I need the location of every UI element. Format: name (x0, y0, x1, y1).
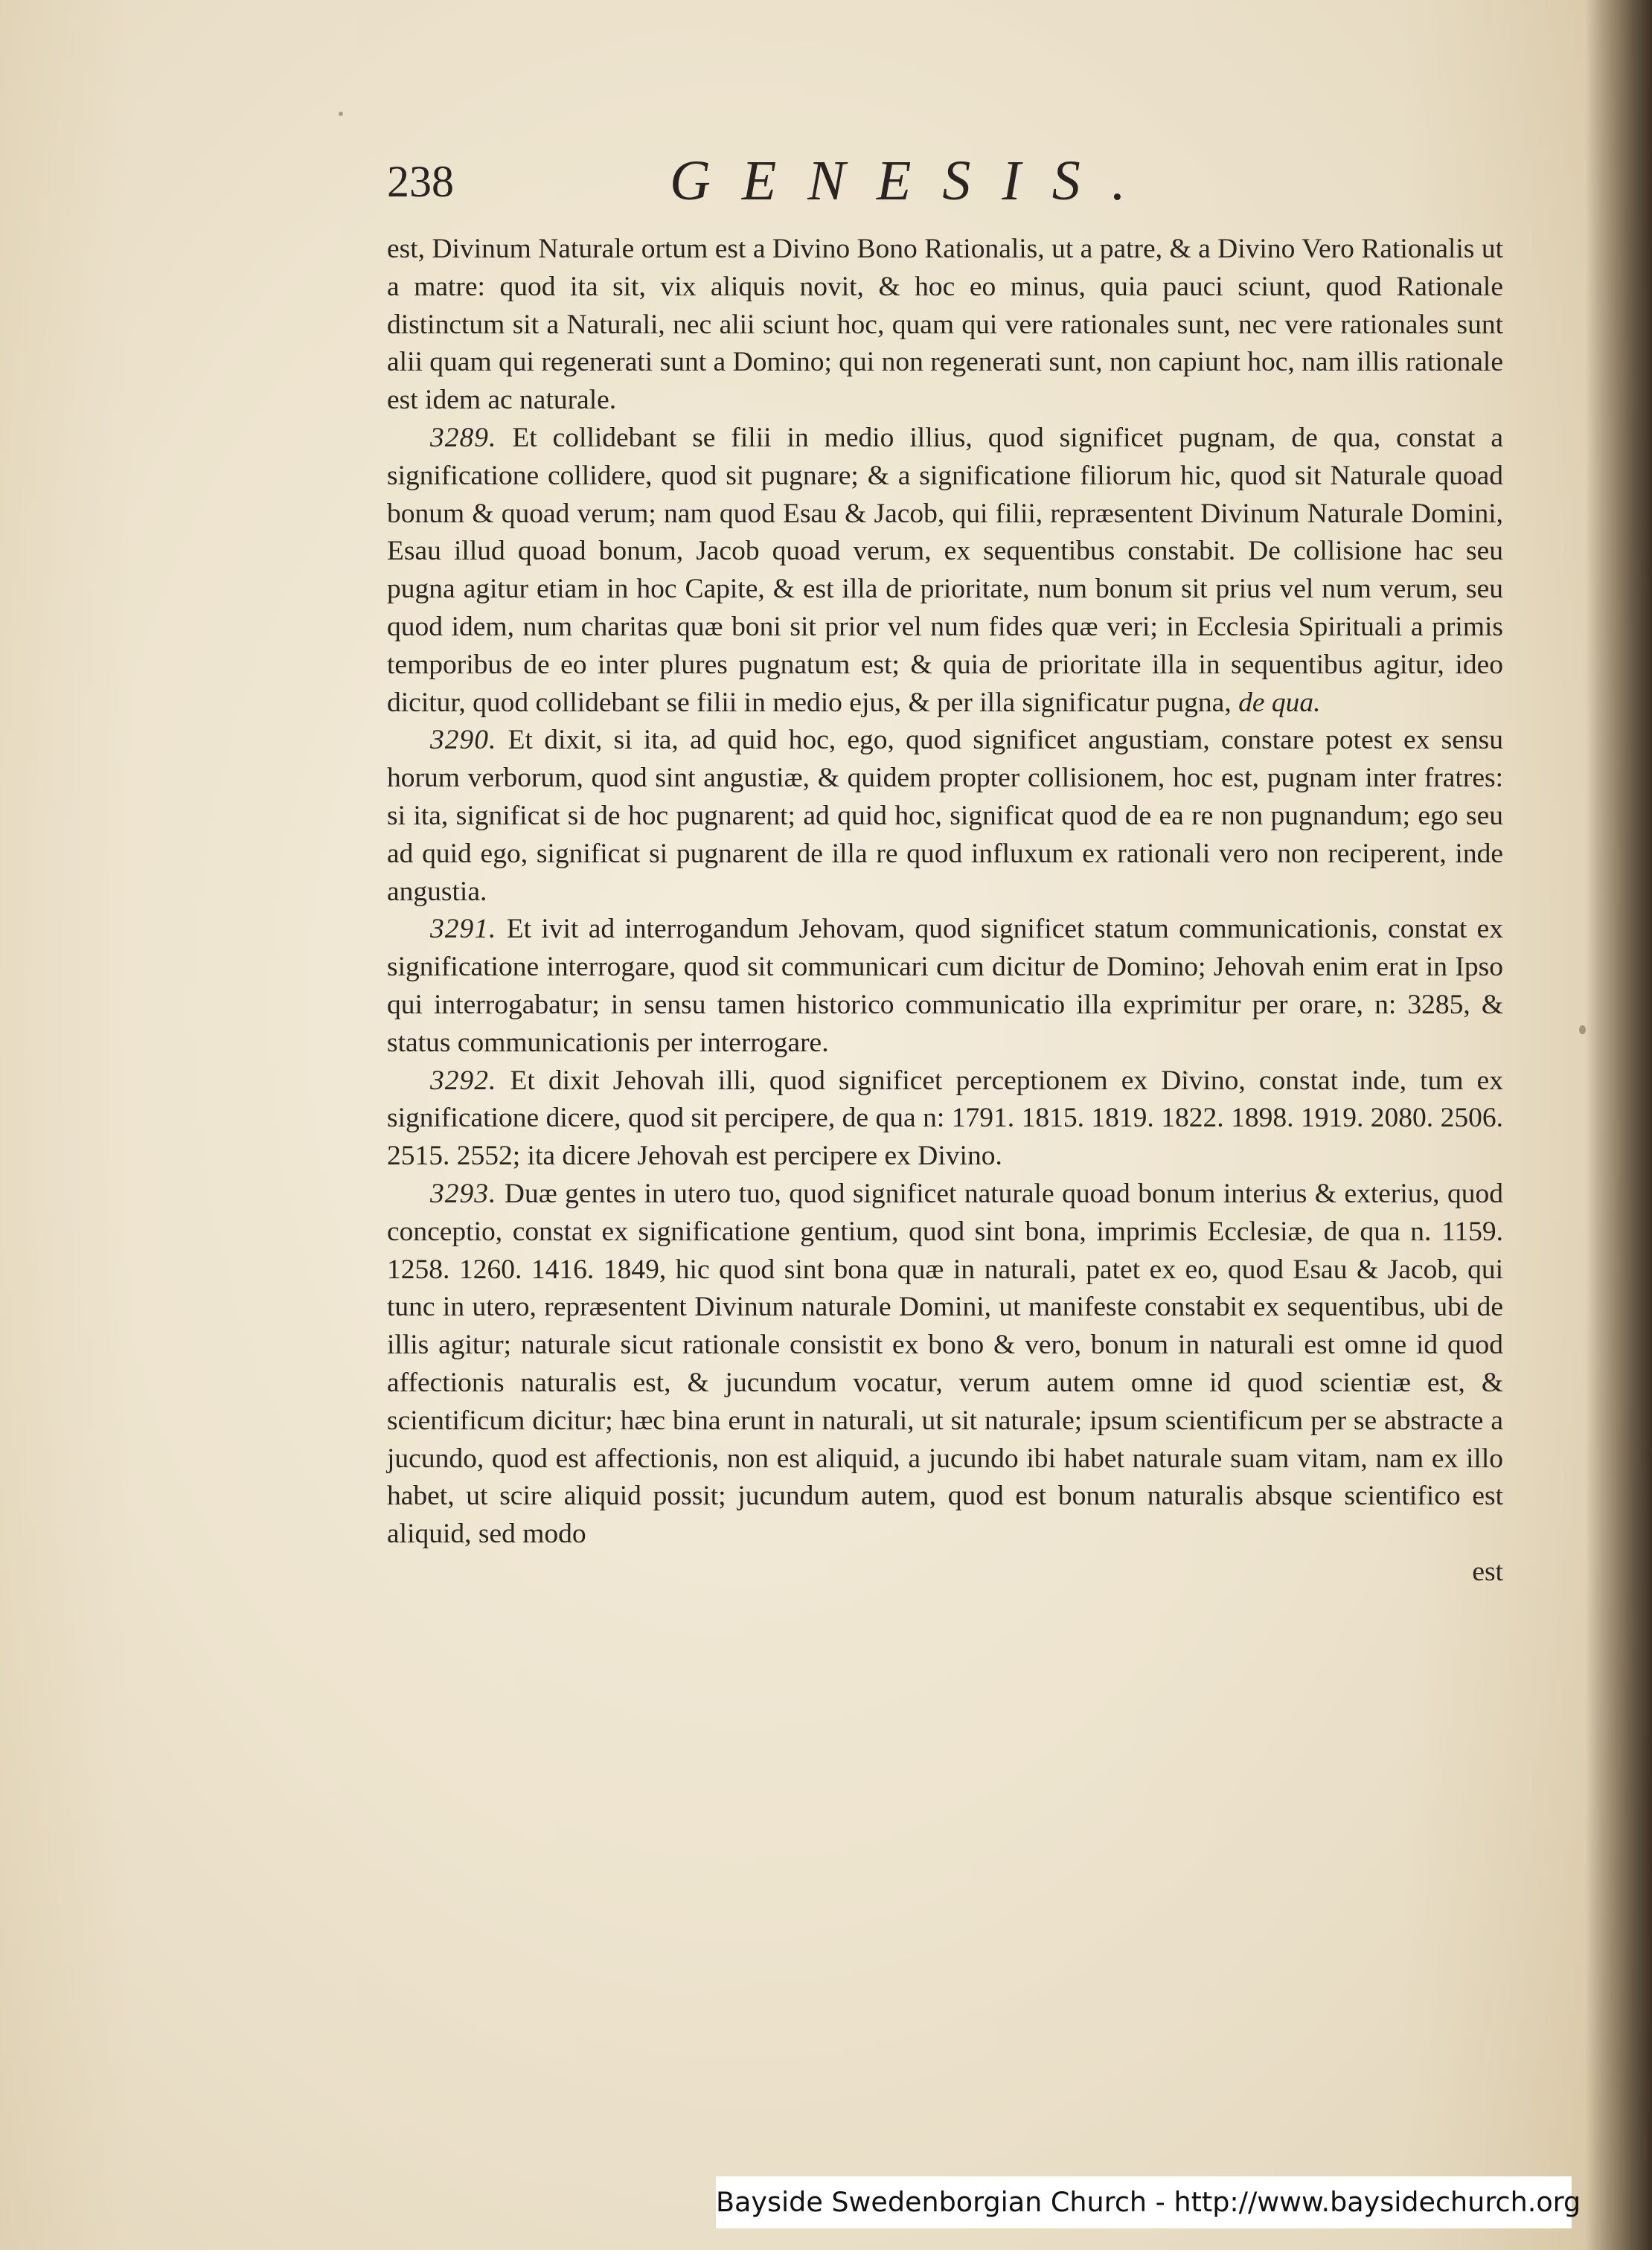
paragraph-number: 3290. (430, 725, 497, 756)
running-title: GENESIS. (670, 150, 1157, 212)
paragraph-continuation (387, 231, 1503, 420)
paragraph-text: Duæ gentes in utero tuo, quod significet naturale quoad bonum interius & exterius, quod conceptio, constat ex significatione gentium, quod sint bona, imprimis Ecclesiæ, de qua n. 1159. 1258. 1260. 1416. 1849, hic quod sint bona quæ in naturali, patet ex eo, quod Esau & Jacob, qui tunc in utero, repræsentent Divinum naturale Domini, ut manifeste constabit ex sequentibus, ubi de illis agitur; naturale sicut rationale consistit ex bono & vero, bonum in naturali est omne id quod affectionis naturalis est, & jucundum vocatur, verum autem omne id quod scientiæ est, & scientificum dicitur; hæc bina erunt in naturali, ut sit naturale; ipsum scientificum per se abstracte a jucundo, quod est affectionis, non est aliquid, a jucundo ibi habet naturale suam vitam, nam ex illo habet, ut scire aliquid possit; jucundum autem, quod est bonum naturalis absque scientifico est aliquid, sed modo (387, 1178, 1504, 1550)
paper-speck (339, 112, 343, 116)
paragraph-number: 3293. (430, 1178, 497, 1209)
paragraph-3291 (387, 911, 1503, 1062)
book-spine-shadow (1585, 0, 1652, 2250)
paragraph-3289 (387, 420, 1503, 722)
paragraph-text: est, Divinum Naturale ortum est a Divino Bono Rationalis, ut a patre, & a Divino Vero Rationalis ut a matre: quod ita sit, vix aliquis novit, & hoc eo minus, quia pauci sciunt, quod Rationale distinctum sit a Naturali, nec alii sciunt hoc, quam qui vere rationales sunt, nec vere rationales sunt alii quam qui regenerati sunt a Domino; qui non regenerati sunt, non capiunt hoc, nam illis rationale est idem ac naturale. (387, 234, 1503, 416)
paragraph-number: 3291. (430, 914, 497, 945)
paragraph-3290 (387, 722, 1503, 911)
footer-credit: Bayside Swedenborgian Church - http://www.baysidechurch.org (716, 2176, 1572, 2228)
paper-speck (1579, 1025, 1586, 1034)
body-text (387, 231, 1503, 1592)
catchword: est (1472, 1556, 1503, 1587)
paragraph-number: 3292. (430, 1065, 497, 1096)
paragraph-text: Et dixit Jehovah illi, quod significet perceptionem ex Divino, constat inde, tum ex significatione dicere, quod sit percipere, de qua n: 1791. 1815. 1819. 1822. 1898. 1919. 2080. 2506. 2515. 2552; ita dicere Jehovah est percipere ex Divino. (387, 1065, 1503, 1172)
paragraph-3292 (387, 1062, 1503, 1176)
paragraph-text: Et dixit, si ita, ad quid hoc, ego, quod significet angustiam, constare potest ex sensu horum verborum, quod sint angustiæ, & quidem propter collisionem, hoc est, pugnam inter fratres: si ita, significat si de hoc pugnarent; ad quid hoc, significat quod de ea re non pugnandum; ego seu ad quid ego, significat si pugnarent de illa re quod influxum ex rationali vero non reciperent, inde angustia. (387, 725, 1504, 907)
paragraph-italic-tail: de qua. (1238, 687, 1321, 718)
paragraph-3293 (387, 1176, 1503, 1554)
page-number: 238 (387, 157, 454, 206)
paragraph-text: Et collidebant se filii in medio illius, quod significet pugnam, de qua, constat a significatione collidere, quod sit pugnare; & a significatione filiorum hic, quod sit Naturale quoad bonum & quoad verum; nam quod Esau & Jacob, qui filii, repræsentent Divinum Naturale Domini, Esau illud quoad bonum, Jacob quoad verum, ex sequentibus constabit. De collisione hac seu pugna agitur etiam in hoc Capite, & est illa de prioritate, num bonum sit prius vel num verum, seu quod idem, num charitas quæ boni sit prior vel num fides quæ veri; in Ecclesia Spirituali a primis temporibus de eo inter plures pugnatum est; & quia de prioritate illa in sequentibus agitur, ideo dicitur, quod collidebant se filii in medio ejus, & per illa significatur pugna, (387, 422, 1504, 718)
paragraph-text: Et ivit ad interrogandum Jehovam, quod significet statum communicationis, constat ex significatione interrogare, quod sit communicari cum dicitur de Domino; Jehovah enim erat in Ipso qui interrogabatur; in sensu tamen historico communicatio illa exprimitur per orare, n: 3285, & status communicationis per interrogare. (387, 914, 1504, 1058)
paragraph-number: 3289. (430, 422, 497, 453)
running-head (387, 149, 1518, 216)
